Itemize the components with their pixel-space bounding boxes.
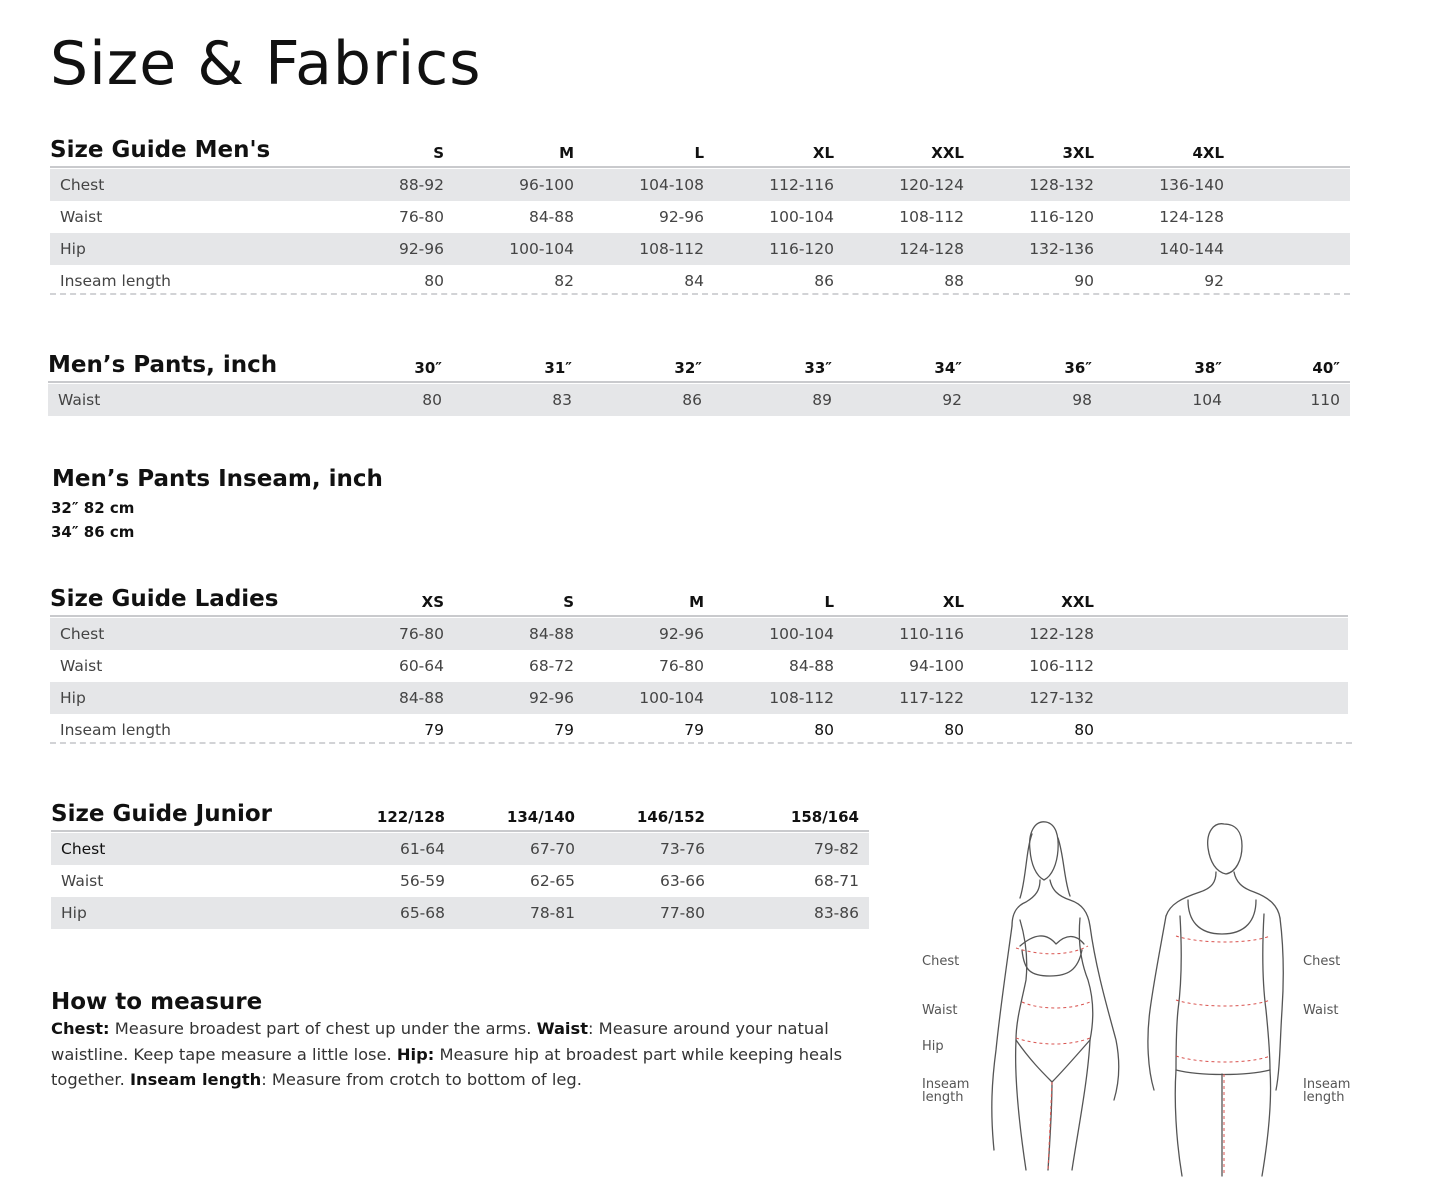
- table-cell: 76-80: [398, 208, 444, 226]
- table-cell: 79-82: [813, 840, 859, 858]
- table-cell: 76-80: [658, 657, 704, 675]
- row-label: Waist: [58, 391, 101, 409]
- table-cell: 92-96: [528, 689, 574, 707]
- mens-size-header: L: [694, 144, 704, 162]
- figure-label-hip: Hip: [922, 1039, 944, 1054]
- table-cell: 116-120: [1029, 208, 1094, 226]
- junior-size-header: 122/128: [376, 808, 445, 826]
- waist-instruction: : Measure around your natual waistline. Keep tape measure a little lose.: [51, 1019, 829, 1064]
- figure-label-chest: Chest: [1303, 954, 1341, 969]
- pants-size-header: 38″: [1194, 359, 1222, 377]
- table-cell: 88-92: [398, 176, 444, 194]
- table-cell: 98: [1072, 391, 1092, 409]
- mens-size-header: S: [433, 144, 444, 162]
- table-row: [50, 169, 1350, 201]
- table-cell: 106-112: [1029, 657, 1094, 675]
- table-rule-dashed: [50, 293, 1350, 295]
- table-row: [50, 650, 1348, 682]
- row-label: Inseam length: [60, 721, 171, 739]
- hip-instruction: Measure hip at broadest part while keeping heals together.: [51, 1044, 843, 1089]
- mens-size-header: 4XL: [1192, 144, 1224, 162]
- table-cell: 108-112: [769, 689, 834, 707]
- row-label: Inseam length: [60, 272, 171, 290]
- table-cell: 92-96: [658, 625, 704, 643]
- inseam-term: Inseam length: [129, 1070, 262, 1089]
- pants-size-header: 34″: [934, 359, 962, 377]
- table-cell: 82: [554, 272, 574, 290]
- table-cell: 112-116: [769, 176, 834, 194]
- mens-size-guide-title: Size Guide Men's: [50, 137, 271, 163]
- table-cell: 89: [812, 391, 832, 409]
- table-rule: [48, 381, 1350, 383]
- figure-label-inseam: Inseam: [1303, 1077, 1351, 1092]
- table-cell: 124-128: [1159, 208, 1224, 226]
- pants-size-header: 33″: [804, 359, 832, 377]
- table-cell: 96-100: [519, 176, 574, 194]
- figure-label-waist: Waist: [1303, 1003, 1339, 1018]
- table-cell: 62-65: [529, 872, 575, 890]
- table-cell: 84-88: [528, 208, 574, 226]
- row-label: Waist: [60, 208, 103, 226]
- ladies-size-guide-title: Size Guide Ladies: [50, 586, 279, 612]
- ladies-size-header: XXL: [1061, 593, 1094, 611]
- table-cell: 63-66: [659, 872, 705, 890]
- table-cell: 73-76: [659, 840, 705, 858]
- table-cell: 80: [424, 272, 444, 290]
- table-cell: 84: [684, 272, 704, 290]
- table-cell: 92-96: [398, 240, 444, 258]
- figure-label-inseam-length: length: [922, 1090, 964, 1105]
- measurement-lines: [1016, 936, 1270, 1176]
- table-cell: 90: [1074, 272, 1094, 290]
- page-title: Size & Fabrics: [50, 29, 482, 99]
- female-figure-sketch: [992, 822, 1119, 1170]
- table-cell: 61-64: [399, 840, 445, 858]
- figure-label-inseam-length: length: [1303, 1090, 1345, 1105]
- mens-inseam-title: Men’s Pants Inseam, inch: [52, 466, 383, 492]
- chest-term: Chest:: [51, 1019, 110, 1038]
- row-label: Waist: [60, 657, 103, 675]
- table-cell: 124-128: [899, 240, 964, 258]
- table-cell: 80: [944, 721, 964, 739]
- table-cell: 80: [1074, 721, 1094, 739]
- row-label: Hip: [61, 904, 87, 922]
- table-cell: 100-104: [509, 240, 574, 258]
- table-cell: 108-112: [899, 208, 964, 226]
- row-label: Waist: [61, 872, 104, 890]
- table-cell: 132-136: [1029, 240, 1094, 258]
- waist-term: Waist: [536, 1019, 588, 1038]
- figure-label-inseam: Inseam: [922, 1077, 970, 1092]
- table-cell: 104: [1192, 391, 1222, 409]
- row-label: Chest: [61, 840, 106, 858]
- row-label: Hip: [60, 689, 86, 707]
- table-cell: 79: [684, 721, 704, 739]
- table-cell: 110-116: [899, 625, 964, 643]
- inseam-line: 32″ 82 cm: [51, 499, 135, 517]
- table-cell: 79: [554, 721, 574, 739]
- table-cell: 80: [814, 721, 834, 739]
- ladies-size-header: S: [563, 593, 574, 611]
- table-cell: 100-104: [639, 689, 704, 707]
- table-row: [51, 833, 869, 865]
- how-to-measure-text: [51, 1016, 871, 1093]
- figure-label-chest: Chest: [922, 954, 960, 969]
- inseam-instruction: : Measure from crotch to bottom of leg.: [261, 1070, 582, 1089]
- table-cell: 92: [1204, 272, 1224, 290]
- table-rule: [50, 615, 1348, 617]
- table-cell: 140-144: [1159, 240, 1224, 258]
- table-cell: 83: [552, 391, 572, 409]
- table-cell: 100-104: [769, 625, 834, 643]
- table-row: [50, 682, 1348, 714]
- table-cell: 68-71: [813, 872, 859, 890]
- table-rule: [50, 166, 1350, 168]
- table-cell: 60-64: [398, 657, 444, 675]
- chest-instruction: Measure broadest part of chest up under the arms.: [109, 1019, 537, 1038]
- table-cell: 56-59: [399, 872, 445, 890]
- pants-size-header: 36″: [1064, 359, 1092, 377]
- row-label: Hip: [60, 240, 86, 258]
- table-cell: 116-120: [769, 240, 834, 258]
- table-cell: 128-132: [1029, 176, 1094, 194]
- table-cell: 84-88: [398, 689, 444, 707]
- table-row: [51, 865, 869, 897]
- table-cell: 65-68: [399, 904, 445, 922]
- table-cell: 80: [422, 391, 442, 409]
- pants-size-header: 30″: [414, 359, 442, 377]
- table-cell: 122-128: [1029, 625, 1094, 643]
- mens-size-header: XL: [812, 144, 834, 162]
- mens-size-header: 3XL: [1062, 144, 1094, 162]
- table-cell: 68-72: [528, 657, 574, 675]
- table-row: [51, 897, 869, 929]
- table-cell: 88: [944, 272, 964, 290]
- ladies-size-header: XL: [942, 593, 964, 611]
- row-label: Chest: [60, 176, 105, 194]
- table-cell: 108-112: [639, 240, 704, 258]
- table-rule: [51, 830, 869, 832]
- table-cell: 84-88: [528, 625, 574, 643]
- table-cell: 92-96: [658, 208, 704, 226]
- ladies-size-header: M: [689, 593, 704, 611]
- how-to-measure-title: How to measure: [51, 989, 263, 1015]
- mens-size-header: M: [559, 144, 574, 162]
- table-cell: 127-132: [1029, 689, 1094, 707]
- table-cell: 92: [942, 391, 962, 409]
- pants-size-header: 31″: [544, 359, 572, 377]
- ladies-size-header: L: [824, 593, 834, 611]
- table-cell: 120-124: [899, 176, 964, 194]
- mens-pants-title: Men’s Pants, inch: [48, 352, 278, 378]
- pants-size-header: 40″: [1312, 359, 1340, 377]
- junior-size-guide-title: Size Guide Junior: [51, 801, 272, 827]
- table-cell: 67-70: [529, 840, 575, 858]
- junior-size-header: 158/164: [790, 808, 859, 826]
- table-rule-dashed: [50, 742, 1352, 744]
- mens-size-header: XXL: [931, 144, 964, 162]
- figure-label-waist: Waist: [922, 1003, 958, 1018]
- table-cell: 76-80: [398, 625, 444, 643]
- table-cell: 79: [424, 721, 444, 739]
- body-measurement-illustration: [960, 810, 1300, 1180]
- table-cell: 117-122: [899, 689, 964, 707]
- table-cell: 86: [814, 272, 834, 290]
- table-row: [50, 618, 1348, 650]
- junior-size-header: 146/152: [636, 808, 705, 826]
- table-cell: 136-140: [1159, 176, 1224, 194]
- hip-term: Hip:: [396, 1044, 435, 1064]
- table-cell: 77-80: [659, 904, 705, 922]
- table-row: [48, 384, 1350, 416]
- table-cell: 94-100: [909, 657, 964, 675]
- table-cell: 86: [682, 391, 702, 409]
- junior-size-header: 134/140: [506, 808, 575, 826]
- male-figure-sketch: [1148, 824, 1283, 1176]
- table-cell: 110: [1310, 391, 1340, 409]
- table-row: [50, 233, 1350, 265]
- table-cell: 78-81: [529, 904, 575, 922]
- row-label: Chest: [60, 625, 105, 643]
- ladies-size-header: XS: [421, 593, 444, 611]
- table-cell: 100-104: [769, 208, 834, 226]
- table-cell: 104-108: [639, 176, 704, 194]
- inseam-line: 34″ 86 cm: [51, 523, 135, 541]
- table-cell: 84-88: [788, 657, 834, 675]
- table-cell: 83-86: [813, 904, 859, 922]
- pants-size-header: 32″: [674, 359, 702, 377]
- table-row: [50, 201, 1350, 233]
